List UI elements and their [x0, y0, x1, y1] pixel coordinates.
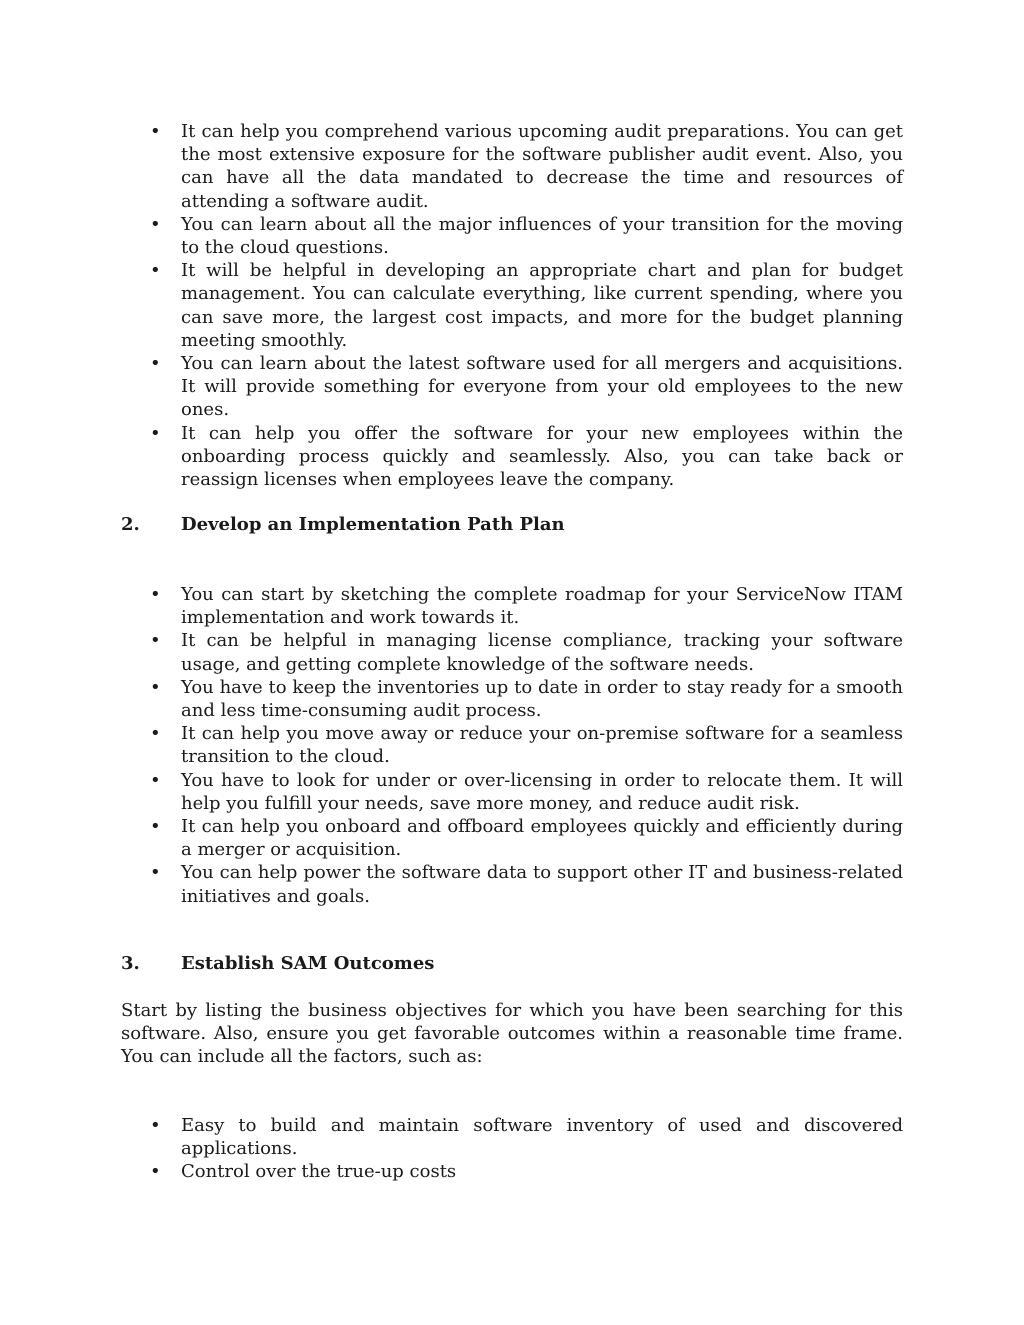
list-item-text: It can be helpful in managing license compliance, tracking your software usage, and getting complete knowledge of the software needs.: [181, 630, 903, 675]
list-item: [121, 815, 903, 861]
list-item: [121, 722, 903, 768]
section-heading-sam-outcomes: [121, 952, 903, 975]
list-item: [121, 259, 903, 352]
list-item-text: You can learn about all the major influences of your transition for the moving to the cloud questions.: [181, 213, 903, 259]
list-item-text: You can learn about the latest software used for all mergers and acquisitions. It will provide something for everyone from your old employees to the new ones.: [181, 353, 903, 421]
bullet-icon: •: [150, 584, 161, 605]
list-item: [121, 769, 903, 815]
list-item: [121, 861, 903, 907]
list-item: [121, 629, 903, 675]
audit-benefits-list: [121, 120, 903, 491]
bullet-icon: •: [150, 816, 161, 838]
sam-outcomes-intro: Start by listing the business objectives for which you have been searching for this software. Also, ensure you get favorable outcomes within a reasonable time frame. You can include all the factors, such as:: [121, 1000, 903, 1068]
bullet-icon: •: [150, 353, 161, 375]
list-item-text: It can help you move away or reduce your on-premise software for a seamless transition to the cloud.: [181, 723, 903, 768]
list-item-text: It can help you offer the software for your new employees within the onboarding process quickly and seamlessly. Also, you can take back or reassign licenses when employees leave the company.: [181, 422, 903, 491]
bullet-icon: •: [150, 1161, 161, 1183]
list-item-text: You have to look for under or over-licensing in order to relocate them. It will help you fulfill your needs, save more money, and reduce audit risk.: [181, 769, 903, 814]
list-item-text: Control over the true-up costs: [181, 1161, 457, 1183]
bullet-icon: •: [150, 1115, 161, 1136]
bullet-icon: •: [150, 630, 161, 652]
bullet-icon: •: [150, 676, 161, 698]
list-item: [121, 676, 903, 722]
list-item: [121, 1114, 903, 1160]
list-item: [121, 352, 903, 422]
list-item-text: You can help power the software data to support other IT and business-related initiatives and goals.: [181, 862, 903, 907]
implementation-path-list: [121, 583, 903, 908]
list-item-text: Easy to build and maintain software inventory of used and discovered applications.: [181, 1115, 903, 1160]
list-item: [121, 1160, 903, 1183]
list-item: [121, 120, 903, 213]
bullet-icon: •: [150, 862, 161, 884]
list-item-text: You have to keep the inventories up to date in order to stay ready for a smooth and less time-consuming audit process.: [181, 676, 903, 722]
list-item-text: You can start by sketching the complete roadmap for your ServiceNow ITAM implementation and work towards it.: [181, 584, 903, 629]
list-item-text: It can help you comprehend various upcoming audit preparations. You can get the most extensive exposure for the software publisher audit event. Also, you can have all the data mandated to decrease the time and resources of attending a software audit.: [181, 121, 903, 212]
list-item-text: It can help you onboard and offboard employees quickly and efficiently during a merger or acquisition.: [181, 816, 903, 861]
list-item: [121, 213, 903, 259]
section-heading-implementation-path: [121, 513, 903, 536]
bullet-icon: •: [150, 213, 161, 235]
list-item-text: It will be helpful in developing an appropriate chart and plan for budget management. You can calculate everything, like current spending, where you can save more, the largest cost impacts, and more for the budget planning meeting smoothly.: [181, 260, 903, 351]
section-number: 3.: [121, 953, 140, 974]
bullet-icon: •: [150, 260, 161, 282]
list-item: [121, 422, 903, 492]
bullet-icon: •: [150, 422, 161, 444]
bullet-icon: •: [150, 121, 161, 142]
section-number: 2.: [121, 514, 140, 535]
bullet-icon: •: [150, 723, 161, 745]
list-item: [121, 583, 903, 629]
sam-outcomes-list: [121, 1114, 903, 1184]
section-title: Develop an Implementation Path Plan: [181, 514, 565, 535]
bullet-icon: •: [150, 769, 161, 791]
section-title: Establish SAM Outcomes: [181, 953, 435, 974]
